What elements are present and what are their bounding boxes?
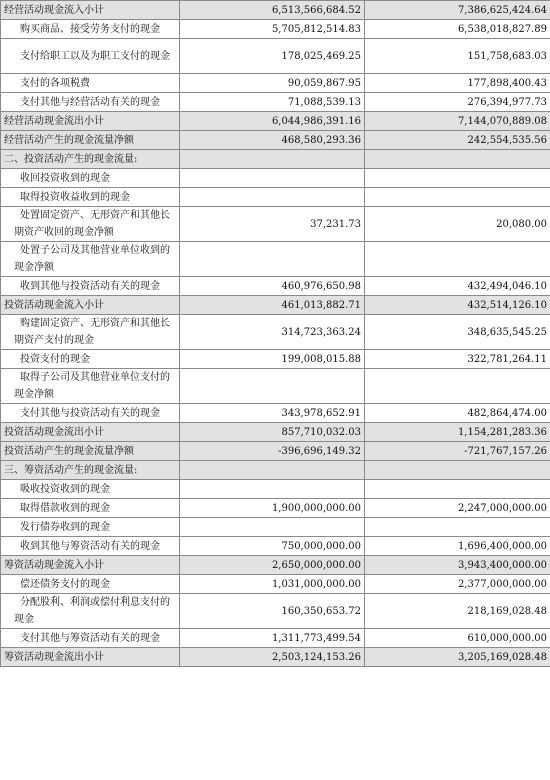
current-period-amount [180,461,365,480]
current-period-amount: -396,696,149.32 [180,442,365,461]
row-label: 经营活动现金流入小计 [1,1,180,20]
line-item-row [1,207,550,242]
current-period-amount: 6,513,566,684.52 [180,1,365,20]
prior-period-amount: 322,781,264.11 [365,350,550,369]
prior-period-amount: 20,080.00 [365,207,550,242]
line-item-row [1,39,550,74]
subtotal-row [1,1,550,20]
row-label: 经营活动产生的现金流量净额 [1,131,180,150]
subtotal-row [1,648,550,667]
row-label: 筹资活动现金流出小计 [1,648,180,667]
current-period-amount: 71,088,539.13 [180,93,365,112]
prior-period-amount: 2,247,000,000.00 [365,499,550,518]
prior-period-amount [365,480,550,499]
row-label: 经营活动现金流出小计 [1,112,180,131]
line-item-row [1,74,550,93]
prior-period-amount: 6,538,018,827.89 [365,20,550,39]
prior-period-amount: 7,386,625,424.64 [365,1,550,20]
line-item-row [1,169,550,188]
row-label: 支付其他与筹资活动有关的现金 [1,629,180,648]
line-item-row [1,188,550,207]
row-label: 投资活动现金流出小计 [1,423,180,442]
line-item-row [1,369,550,404]
current-period-amount [180,169,365,188]
row-label: 取得子公司及其他营业单位支付的现金净额 [1,369,180,404]
current-period-amount: 90,059,867.95 [180,74,365,93]
row-label: 支付的各项税费 [1,74,180,93]
line-item-row [1,277,550,296]
row-label: 购买商品、接受劳务支付的现金 [1,20,180,39]
prior-period-amount [365,150,550,169]
current-period-amount: 178,025,469.25 [180,39,365,74]
line-item-row [1,350,550,369]
current-period-amount [180,518,365,537]
prior-period-amount: 151,758,683.03 [365,39,550,74]
prior-period-amount: 218,169,028.48 [365,594,550,629]
row-label: 分配股利、利润或偿付利息支付的现金 [1,594,180,629]
line-item-row [1,575,550,594]
row-label: 收到其他与筹资活动有关的现金 [1,537,180,556]
row-label: 处置子公司及其他营业单位收到的现金净额 [1,242,180,277]
current-period-amount: 1,311,773,499.54 [180,629,365,648]
current-period-amount: 160,350,653.72 [180,594,365,629]
line-item-row [1,537,550,556]
line-item-row [1,594,550,629]
prior-period-amount [365,518,550,537]
row-label: 二、投资活动产生的现金流量: [1,150,180,169]
current-period-amount: 6,044,986,391.16 [180,112,365,131]
subtotal-row [1,112,550,131]
row-label: 取得投资收益收到的现金 [1,188,180,207]
prior-period-amount: 432,494,046.10 [365,277,550,296]
row-label: 支付其他与投资活动有关的现金 [1,404,180,423]
prior-period-amount [365,369,550,404]
line-item-row [1,518,550,537]
prior-period-amount: 177,898,400.43 [365,74,550,93]
line-item-row [1,315,550,350]
row-label: 偿还债务支付的现金 [1,575,180,594]
prior-period-amount: -721,767,157.26 [365,442,550,461]
current-period-amount: 314,723,363.24 [180,315,365,350]
line-item-row [1,629,550,648]
cash-flow-table-body [1,1,550,667]
current-period-amount: 1,031,000,000.00 [180,575,365,594]
current-period-amount: 2,503,124,153.26 [180,648,365,667]
line-item-row [1,93,550,112]
prior-period-amount [365,242,550,277]
row-label: 取得借款收到的现金 [1,499,180,518]
row-label: 投资活动现金流入小计 [1,296,180,315]
current-period-amount: 2,650,000,000.00 [180,556,365,575]
current-period-amount: 5,705,812,514.83 [180,20,365,39]
section-header-row [1,461,550,480]
row-label: 收回投资收到的现金 [1,169,180,188]
current-period-amount: 199,008,015.88 [180,350,365,369]
subtotal-row [1,423,550,442]
row-label: 投资支付的现金 [1,350,180,369]
prior-period-amount: 348,635,545.25 [365,315,550,350]
current-period-amount: 461,013,882.71 [180,296,365,315]
row-label: 吸收投资收到的现金 [1,480,180,499]
current-period-amount: 857,710,032.03 [180,423,365,442]
prior-period-amount: 242,554,535.56 [365,131,550,150]
prior-period-amount: 2,377,000,000.00 [365,575,550,594]
prior-period-amount: 1,154,281,283.36 [365,423,550,442]
prior-period-amount: 3,205,169,028.48 [365,648,550,667]
line-item-row [1,404,550,423]
prior-period-amount: 1,696,400,000.00 [365,537,550,556]
current-period-amount [180,369,365,404]
current-period-amount: 750,000,000.00 [180,537,365,556]
subtotal-row [1,442,550,461]
row-label: 发行债券收到的现金 [1,518,180,537]
current-period-amount [180,480,365,499]
line-item-row [1,480,550,499]
prior-period-amount: 432,514,126.10 [365,296,550,315]
subtotal-row [1,296,550,315]
prior-period-amount [365,461,550,480]
row-label: 购建固定资产、无形资产和其他长期资产支付的现金 [1,315,180,350]
subtotal-row [1,131,550,150]
row-label: 支付给职工以及为职工支付的现金 [1,39,180,74]
prior-period-amount: 482,864,474.00 [365,404,550,423]
line-item-row [1,499,550,518]
prior-period-amount: 276,394,977.73 [365,93,550,112]
prior-period-amount [365,169,550,188]
row-label: 投资活动产生的现金流量净额 [1,442,180,461]
subtotal-row [1,556,550,575]
current-period-amount: 468,580,293.36 [180,131,365,150]
row-label: 筹资活动现金流入小计 [1,556,180,575]
prior-period-amount [365,188,550,207]
current-period-amount: 343,978,652.91 [180,404,365,423]
current-period-amount: 37,231.73 [180,207,365,242]
prior-period-amount: 7,144,070,889.08 [365,112,550,131]
prior-period-amount: 3,943,400,000.00 [365,556,550,575]
row-label: 支付其他与经营活动有关的现金 [1,93,180,112]
row-label: 三、筹资活动产生的现金流量: [1,461,180,480]
line-item-row [1,242,550,277]
current-period-amount [180,242,365,277]
line-item-row [1,20,550,39]
current-period-amount [180,150,365,169]
current-period-amount: 460,976,650.98 [180,277,365,296]
current-period-amount: 1,900,000,000.00 [180,499,365,518]
prior-period-amount: 610,000,000.00 [365,629,550,648]
row-label: 处置固定资产、无形资产和其他长期资产收回的现金净额 [1,207,180,242]
section-header-row [1,150,550,169]
row-label: 收到其他与投资活动有关的现金 [1,277,180,296]
current-period-amount [180,188,365,207]
